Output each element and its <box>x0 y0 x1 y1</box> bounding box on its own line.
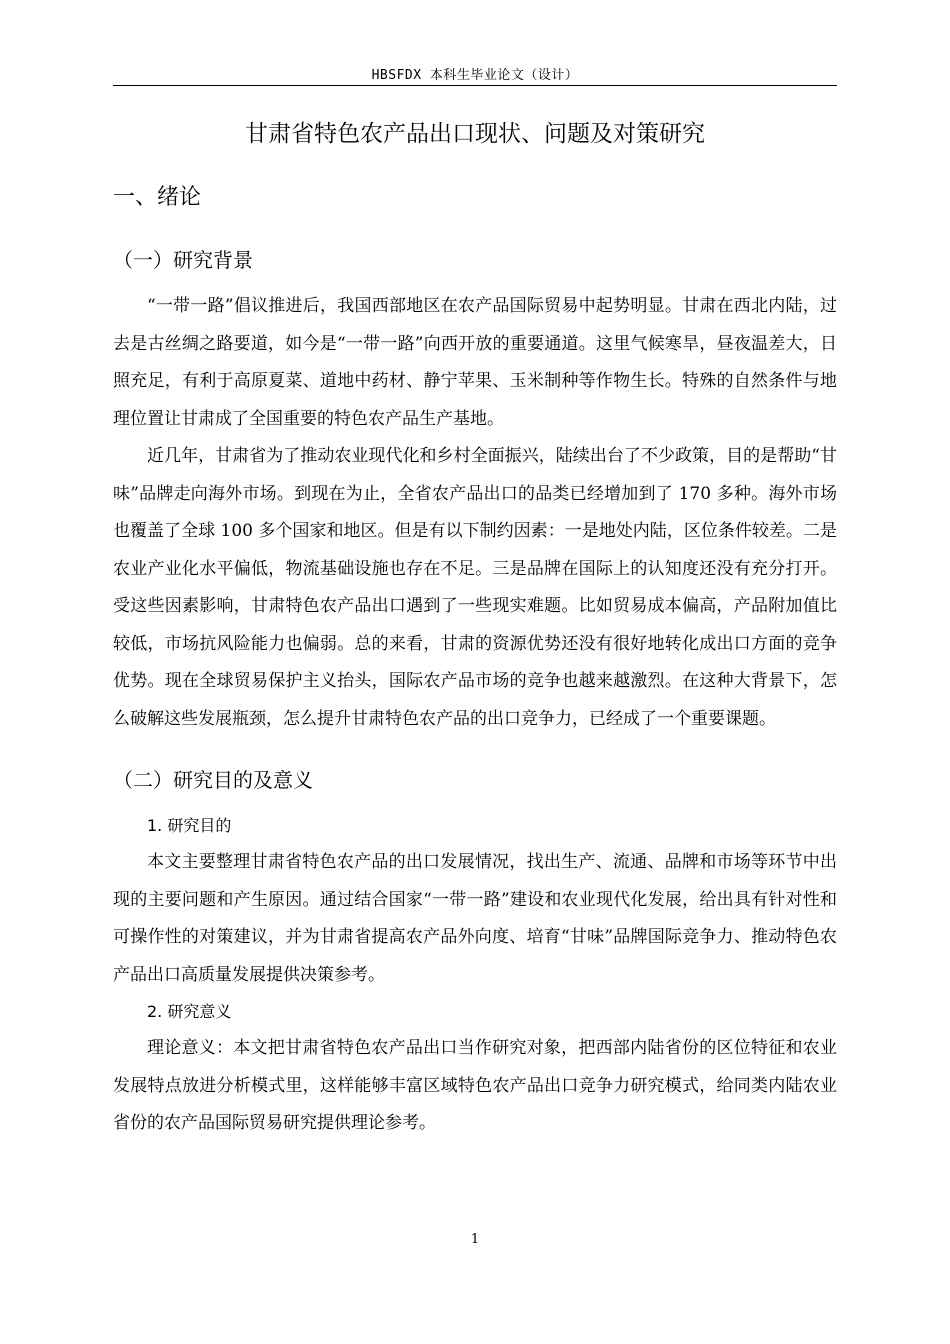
paper-title: 甘肃省特色农产品出口现状、问题及对策研究 <box>245 121 705 147</box>
paragraph: “一带一路”倡议推进后，我国西部地区在农产品国际贸易中起势明显。甘肃在西北内陆，过去是古丝绸之路要道，如今是“一带一路”向西开放的重要通道。这里气候寒旱，昼夜温差大，日照充足，有利于高原夏菜、道地中药材、静宁苹果、玉米制种等作物生长。特殊的自然条件与地理位置让甘肃成了全国重要的特色农产品生产基地。 <box>113 296 837 429</box>
paragraph: 本文主要整理甘肃省特色农产品的出口发展情况，找出生产、流通、品牌和市场等环节中出现的主要问题和产生原因。通过结合国家“一带一路”建设和农业现代化发展，给出具有针对性和可操作性的对策建议，并为甘肃省提高农产品外向度、培育“甘味”品牌国际竞争力、推动特色农产品出口高质量发展提供决策参考。 <box>113 852 837 985</box>
header-rule <box>113 85 837 86</box>
subsection-heading-background: （一）研究背景 <box>113 248 253 272</box>
paragraph: 理论意义：本文把甘肃省特色农产品出口当作研究对象，把西部内陆省份的区位特征和农业发展特点放进分析模式里，这样能够丰富区域特色农产品出口竞争力研究模式，给同类内陆农业省份的农产品国际贸易研究提供理论参考。 <box>113 1038 837 1133</box>
running-header: HBSFDX 本科生毕业论文（设计） <box>371 68 579 83</box>
page-number: 1 <box>470 1232 480 1247</box>
sub-subsection-heading-significance: 2. 研究意义 <box>147 1002 232 1021</box>
sub-subsection-heading-purpose: 1. 研究目的 <box>147 816 232 835</box>
page-content <box>113 108 837 1143</box>
subsection-heading-purpose-significance: （二）研究目的及意义 <box>113 768 313 792</box>
section-heading-introduction: 一、绪论 <box>113 185 202 210</box>
paragraph: 近几年，甘肃省为了推动农业现代化和乡村全面振兴，陆续出台了不少政策，目的是帮助“甘味”品牌走向海外市场。到现在为止，全省农产品出口的品类已经增加到了 170 多种。海外市场也覆盖了全球 100 多个国家和地区。但是有以下制约因素：一是地处内陆，区位条件较差。二是农业产业化水平偏低，物流基础设施也存在不足。三是品牌在国际上的认知度还没有充分打开。受这些因素影响，甘肃特色农产品出口遇到了一些现实难题。比如贸易成本偏高，产品附加值比较低，市场抗风险能力也偏弱。总的来看，甘肃的资源优势还没有很好地转化成出口方面的竞争优势。现在全球贸易保护主义抬头，国际农产品市场的竞争也越来越激烈。在这种大背景下，怎么破解这些发展瓶颈，怎么提升甘肃特色农产品的出口竞争力，已经成了一个重要课题。 <box>113 446 837 729</box>
